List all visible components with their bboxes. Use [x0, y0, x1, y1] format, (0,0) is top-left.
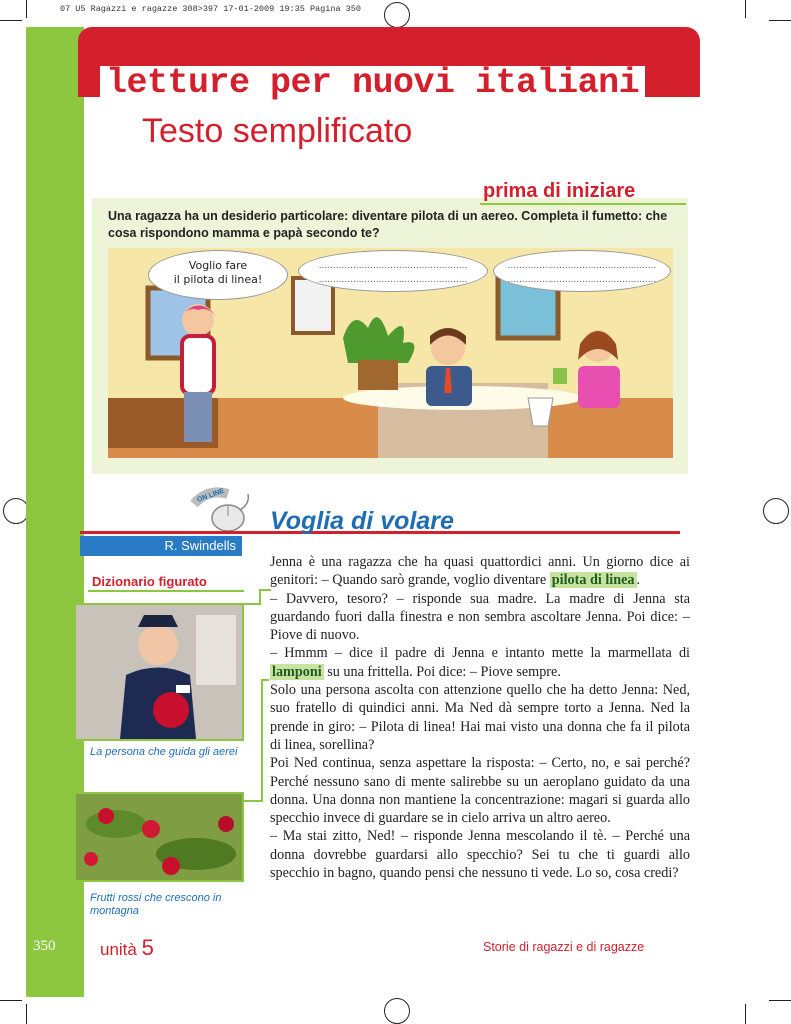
crop-mark — [26, 0, 27, 18]
pilot-image — [76, 605, 242, 739]
crop-mark — [745, 1004, 746, 1024]
dictionary-heading: Dizionario figurato — [92, 574, 207, 589]
comic-illustration — [108, 248, 673, 458]
print-header: 07 U5 Ragazzi e ragazze 308>397 17-01-2009 19:35 Pagina 350 — [60, 4, 361, 14]
registration-mark — [384, 998, 410, 1024]
connector-line — [259, 590, 261, 605]
story-text: Jenna è una ragazza che ha quasi quattordici anni. Un giorno dice ai genitori: – Quando sarò grande, voglio diventare — [270, 554, 690, 589]
glossary-term-raspberries[interactable]: lamponi — [272, 663, 322, 680]
bubble-girl-line-2: il pilota di linea! — [173, 273, 263, 286]
page-number: 350 — [33, 938, 56, 954]
prima-rule — [480, 203, 686, 205]
connector-line — [261, 679, 269, 681]
story-paragraph: Poi Ned continua, senza aspettare la risposta: – Certo, no, e sai perché? Perché nessuno sano di mente salirebbe su un aeroplano guidato da una donna. Una donna non mantiene la concentrazione: magari si guarda allo specchio invece di guardare se in cielo arriva un altro aereo. — [270, 755, 690, 827]
caption-raspberries: Frutti rossi che crescono in montagna — [90, 892, 222, 917]
bubble-mom-line-1[interactable]: .................................................... — [507, 261, 657, 271]
section-title: Testo semplificato — [142, 112, 413, 150]
crop-mark — [0, 20, 22, 21]
story-paragraph: Solo una persona ascolta con attenzione quello che ha detto Jenna: Ned, suo fratello di quindici anni. Ma Ned dà sempre torto a Jenna. Ned la prende in giro: – Pilota di linea! Hai mai visto una donna che fa il pilota di linea, sorellina? — [270, 682, 690, 753]
story-text: – Hmmm – dice il padre di Jenna e intanto mette la marmellata di — [270, 645, 690, 662]
crop-mark — [769, 20, 791, 21]
bubble-girl-line-1: Voglio fare — [188, 259, 248, 272]
story-paragraph: – Davvero, tesoro? – risponde sua madre. La madre di Jenna sta guardando fuori dalla finestra e non sembra ascoltare Jenna. Poi dice: – Piove di nuovo. — [270, 590, 690, 644]
caption-pilot: La persona che guida gli aerei — [90, 746, 238, 758]
photo-pilot — [74, 603, 244, 741]
crop-mark — [769, 1000, 791, 1001]
story-title: Voglia di volare — [270, 507, 454, 535]
book-title: Storie di ragazzi e di ragazze — [483, 940, 645, 954]
photo-raspberries — [74, 792, 244, 882]
bubble-mom-line-2[interactable]: .................................................... — [507, 275, 657, 285]
online-label: ON LINE — [196, 487, 226, 504]
connector-line — [261, 680, 263, 802]
dictionary-rule — [88, 590, 244, 592]
raspberry-image — [76, 794, 242, 880]
bubble-dad-line-2[interactable]: .................................................... — [318, 275, 468, 285]
crop-mark — [745, 0, 746, 18]
registration-mark — [763, 498, 789, 524]
unit-label — [100, 935, 154, 961]
speech-bubble-mom — [493, 250, 671, 292]
crop-mark — [0, 1000, 22, 1001]
story-paragraph — [270, 553, 690, 590]
crop-mark — [26, 1004, 27, 1024]
story-paragraph: – Ma stai zitto, Ned! – risponde Jenna mescolando il tè. – Perché una donna dovrebbe guardarsi allo specchio? Sei tu che ti guardi allo specchio in bagno, quando pensi che nessuno ti vede. Lo so, cosa credi? — [270, 828, 690, 882]
glossary-term-pilot[interactable]: pilota di linea — [551, 572, 635, 589]
prima-instruction: Una ragazza ha un desiderio particolare: diventare pilota di un aereo. Completa il fumetto: che cosa rispondono mamma e papà secondo te? — [108, 209, 668, 240]
connector-line — [244, 603, 260, 605]
story-body — [270, 553, 690, 882]
speech-bubble-girl — [148, 250, 288, 300]
story-paragraph — [270, 644, 690, 681]
story-text: . — [636, 572, 641, 589]
registration-mark — [384, 2, 410, 28]
online-icon[interactable] — [188, 484, 258, 536]
prima-heading: prima di iniziare — [483, 180, 636, 202]
unit-word: unità — [100, 940, 137, 959]
author: R. Swindells — [80, 536, 242, 556]
series-title: letture per nuovi italiani — [100, 66, 645, 100]
speech-bubble-dad — [298, 250, 488, 292]
unit-number: 5 — [141, 935, 154, 960]
connector-line — [244, 800, 262, 802]
story-text: su una frittella. Poi dice: – Piove sempre. — [323, 663, 561, 680]
bubble-dad-line-1[interactable]: .................................................... — [318, 261, 468, 271]
